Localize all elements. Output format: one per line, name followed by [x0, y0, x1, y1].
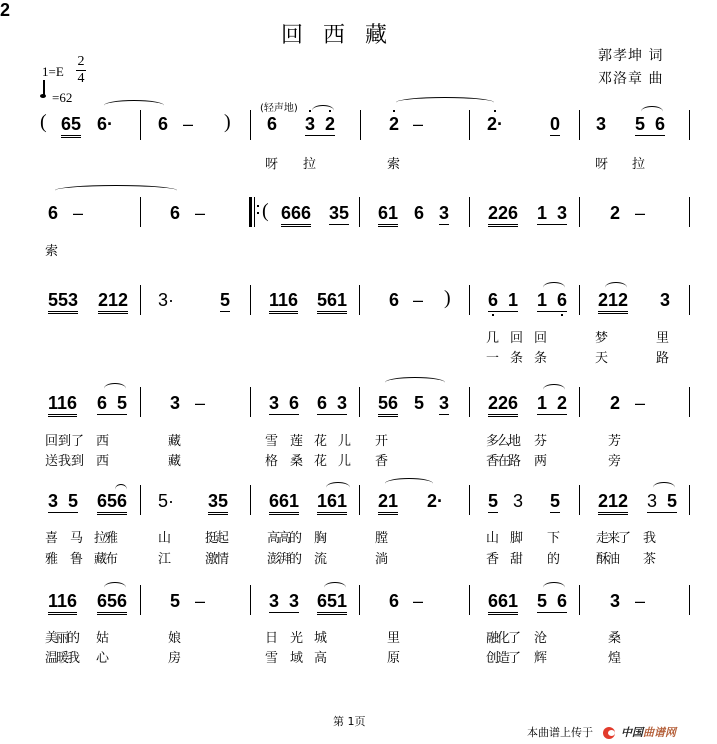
- note-dash: –: [73, 203, 84, 223]
- lyric: 流: [314, 552, 328, 567]
- note-high: 2: [0, 0, 11, 20]
- lyric: 温暖我: [45, 651, 79, 666]
- barline: [360, 110, 361, 140]
- lyric: 花: [314, 434, 328, 449]
- note-dash: –: [413, 290, 424, 310]
- lyric: 呀: [265, 157, 279, 172]
- paren-open: (: [262, 200, 269, 222]
- lyric: 脚: [510, 531, 524, 546]
- lyric: 膛: [375, 531, 389, 546]
- note: 6: [48, 203, 59, 223]
- lyric: 条: [534, 351, 548, 366]
- upload-text: 本曲谱上传于: [527, 726, 593, 739]
- slur-icon: [543, 582, 565, 593]
- barline: [469, 110, 470, 140]
- lyric: 高高的: [267, 531, 301, 546]
- site-name-b: 曲谱网: [643, 726, 676, 739]
- note-group: [537, 393, 567, 415]
- note-group: 116: [48, 591, 77, 615]
- barline: [359, 285, 360, 315]
- lyric: 原: [387, 651, 401, 666]
- note: 3: [557, 203, 568, 223]
- tie-icon: [55, 185, 177, 196]
- lyric: 藏: [168, 434, 182, 449]
- barline: [579, 387, 580, 417]
- slur-icon: [324, 582, 346, 593]
- lyric: 娘: [168, 631, 182, 646]
- repeat-dots-icon: [257, 205, 259, 207]
- lyric: 激情: [205, 552, 228, 567]
- lyric: 藏布: [94, 552, 117, 567]
- slur-icon: [653, 482, 675, 493]
- lyric: 西: [96, 434, 110, 449]
- note: 6: [97, 393, 108, 413]
- lyric: 开: [375, 434, 389, 449]
- lyric: 桑: [608, 631, 622, 646]
- lyric: 香: [375, 454, 389, 469]
- note-dash: –: [195, 393, 206, 413]
- lyric: 日: [265, 631, 279, 646]
- barline: [250, 110, 251, 140]
- lyric: 路: [656, 351, 670, 366]
- note-group: [537, 203, 567, 225]
- lyricist-credit: 郭孝坤 词: [598, 48, 664, 64]
- lyric: 里: [656, 331, 670, 346]
- quarter-note-head-icon: [40, 94, 46, 98]
- lyric: 酥油: [596, 552, 619, 567]
- note-group: 116: [269, 290, 298, 314]
- lyric: 房: [168, 651, 182, 666]
- lyric: 喜: [45, 531, 59, 546]
- lyric: 索: [387, 157, 401, 172]
- barline: [140, 285, 141, 315]
- barline: [140, 485, 141, 515]
- note-dash: –: [635, 591, 646, 611]
- song-title: 回西藏: [281, 23, 408, 48]
- repeat-barline-thick: [249, 197, 252, 227]
- lyric: 香: [486, 552, 500, 567]
- note: 5: [488, 491, 499, 511]
- barline: [469, 387, 470, 417]
- lyric: 送我到: [45, 454, 85, 469]
- lyric: 里: [387, 631, 401, 646]
- note-dash: –: [413, 591, 424, 611]
- note: 6: [317, 393, 328, 413]
- slur-icon: [104, 383, 126, 394]
- slur-icon: [115, 484, 127, 495]
- note-group: 553: [48, 290, 78, 314]
- barline: [140, 585, 141, 615]
- note: 6: [655, 114, 666, 134]
- site-name-a: 中国: [621, 726, 643, 739]
- lyric: 心: [96, 651, 110, 666]
- note-group: [378, 203, 398, 227]
- note-dash: –: [635, 203, 646, 223]
- paren-open: (: [40, 111, 47, 133]
- barline: [689, 285, 690, 315]
- barline: [359, 485, 360, 515]
- note-high: 3: [305, 114, 316, 134]
- lyric: 藏: [168, 454, 182, 469]
- note: 2: [610, 393, 621, 413]
- note: 3·: [158, 290, 175, 310]
- note: 6: [389, 591, 400, 611]
- note: 3: [647, 491, 658, 511]
- note: 5: [68, 491, 79, 511]
- lyric: 香在路: [486, 454, 520, 469]
- note-high: 2: [389, 114, 400, 134]
- slur-icon: [641, 106, 663, 117]
- note: 6: [158, 114, 169, 134]
- barline: [359, 585, 360, 615]
- slur-icon: [605, 282, 627, 293]
- paren-close: ): [444, 287, 451, 309]
- lyric: 花: [314, 454, 328, 469]
- barline: [469, 485, 470, 515]
- lyric: 回: [510, 331, 524, 346]
- barline: [579, 285, 580, 315]
- lyric: 梦: [595, 331, 609, 346]
- barline: [579, 485, 580, 515]
- lyric: 儿: [338, 454, 352, 469]
- note: 5: [170, 591, 181, 611]
- repeat-barline-thin: [254, 197, 255, 227]
- note-group: [269, 591, 299, 613]
- lyric: 多么地: [486, 434, 520, 449]
- note-group: [305, 114, 335, 136]
- lyric: 的: [547, 552, 561, 567]
- lyric: 几: [486, 331, 500, 346]
- barline: [140, 197, 141, 227]
- lyric: 莲: [290, 434, 304, 449]
- note-group: 656: [97, 491, 127, 515]
- note: 3: [289, 591, 300, 611]
- lyric: 江: [158, 552, 172, 567]
- note: 3: [170, 393, 181, 413]
- lyric: 胸: [314, 531, 328, 546]
- barline: [579, 197, 580, 227]
- tempo-marking: =62: [52, 90, 73, 105]
- lyric: 芬: [534, 434, 548, 449]
- note-group: [537, 290, 567, 312]
- time-numerator: 2: [77, 54, 85, 69]
- lyric: 儿: [338, 434, 352, 449]
- note: 6: [289, 393, 300, 413]
- note-dash: –: [635, 393, 646, 413]
- note-group: [647, 491, 677, 513]
- note: 3: [337, 393, 348, 413]
- barline: [250, 387, 251, 417]
- note: 5: [550, 491, 561, 511]
- lyric: 呀: [595, 157, 609, 172]
- note-rest: 0: [550, 114, 561, 134]
- lyric: 拉雅: [94, 531, 117, 546]
- lyric: 煌: [608, 651, 622, 666]
- note: 5: [220, 290, 231, 310]
- note: 61: [378, 203, 399, 223]
- lyric: 澎湃的: [267, 552, 301, 567]
- note: 5: [667, 491, 678, 511]
- key-signature: 1=E: [42, 64, 64, 79]
- barline: [250, 585, 251, 615]
- page-number: 第 1页: [333, 715, 366, 728]
- note: 6·: [97, 114, 114, 134]
- note-low: 6: [557, 290, 568, 310]
- note-group: 161: [317, 491, 347, 515]
- lyric: 山: [486, 531, 500, 546]
- note-dash: –: [195, 591, 206, 611]
- note-group: 35: [208, 491, 228, 515]
- barline: [140, 387, 141, 417]
- barline: [689, 585, 690, 615]
- lyric: 芳: [608, 434, 622, 449]
- lyric: 创造了: [486, 651, 520, 666]
- note: 3: [610, 591, 621, 611]
- note-dash: –: [183, 114, 194, 134]
- note: 5: [537, 591, 548, 611]
- barline: [359, 387, 360, 417]
- lyric: 拉: [632, 157, 646, 172]
- note: 6: [170, 203, 181, 223]
- note: 2: [610, 203, 621, 223]
- note: 6: [267, 114, 278, 134]
- note: 3: [48, 491, 59, 511]
- lyric: 雪: [265, 434, 279, 449]
- note-group: 56: [378, 393, 398, 417]
- slur-icon: [312, 105, 334, 116]
- composer-credit: 邓洛章 曲: [598, 71, 664, 87]
- barline: [689, 110, 690, 140]
- lyric: 淌: [375, 552, 389, 567]
- note-group: [97, 393, 127, 415]
- note: 6: [389, 290, 400, 310]
- lyric: 桑: [290, 454, 304, 469]
- barline: [579, 110, 580, 140]
- slur-icon: [385, 377, 445, 388]
- note-group: 212: [598, 491, 628, 515]
- lyric: 山: [158, 531, 172, 546]
- lyric: 辉: [534, 651, 548, 666]
- note: 1: [537, 290, 548, 310]
- note: 116: [48, 393, 78, 413]
- note: 1: [537, 393, 548, 413]
- lyric: 回: [534, 331, 548, 346]
- barline: [689, 485, 690, 515]
- barline: [140, 110, 141, 140]
- note-low: 6: [488, 290, 499, 310]
- barline: [469, 285, 470, 315]
- note-dash: –: [413, 114, 424, 134]
- lyric: 西: [96, 454, 110, 469]
- lyric: 下: [547, 531, 561, 546]
- note-group: [537, 591, 567, 613]
- note: 1: [508, 290, 519, 310]
- note-high: 2: [325, 114, 336, 134]
- tie-icon: [385, 478, 433, 489]
- tie-icon: [104, 100, 164, 111]
- time-denominator: 4: [77, 71, 85, 86]
- note: 5: [117, 393, 128, 413]
- note-group: 226: [488, 393, 518, 417]
- tie-icon: [396, 97, 494, 108]
- slur-icon: [543, 282, 565, 293]
- note-group: [488, 290, 518, 312]
- slur-icon: [543, 384, 565, 395]
- lyric: 索: [45, 244, 59, 259]
- lyric: 马: [70, 531, 84, 546]
- note: 3: [660, 290, 671, 310]
- note: 1: [537, 203, 548, 223]
- note: 5: [635, 114, 646, 134]
- lyric: 茶: [643, 552, 657, 567]
- lyric: 条: [510, 351, 524, 366]
- lyric: 格: [265, 454, 279, 469]
- lyric: 城: [314, 631, 328, 646]
- lyric: 美丽的: [45, 631, 79, 646]
- note: 3: [513, 491, 524, 511]
- lyric: 雅: [45, 552, 59, 567]
- note-group: [635, 114, 665, 136]
- lyric: 光: [290, 631, 304, 646]
- site-logo-icon: [603, 727, 615, 739]
- barline: [469, 197, 470, 227]
- note-group: 561: [317, 290, 347, 314]
- barline: [579, 585, 580, 615]
- lyric: 回到了: [45, 434, 85, 449]
- note: 2: [557, 393, 568, 413]
- upload-credit[interactable]: [527, 724, 676, 740]
- lyric: 甜: [510, 552, 524, 567]
- note: 3: [269, 393, 280, 413]
- barline: [250, 285, 251, 315]
- lyric: 融化了: [486, 631, 520, 646]
- note: 3: [439, 203, 450, 223]
- note: 3: [269, 591, 280, 611]
- lyric: 域: [290, 651, 304, 666]
- note: 3: [596, 114, 607, 134]
- lyric: 一: [486, 351, 500, 366]
- time-signature: [74, 55, 88, 86]
- note-group: [48, 491, 78, 513]
- note-group: 212: [98, 290, 128, 314]
- note: 6: [414, 203, 425, 223]
- barline: [689, 197, 690, 227]
- note-group: 226: [488, 203, 518, 227]
- note: 5·: [158, 491, 175, 511]
- note-group: 656: [97, 591, 127, 615]
- note-group: [48, 393, 77, 417]
- expression-marking: (轻声地): [260, 103, 298, 114]
- paren-close: ): [224, 111, 231, 133]
- note-dash: –: [195, 203, 206, 223]
- barline: [469, 585, 470, 615]
- note-high: 2·: [487, 114, 504, 134]
- note-group: 661: [269, 491, 299, 515]
- lyric: 沧: [534, 631, 548, 646]
- lyric: 姑: [96, 631, 110, 646]
- lyric: 旁: [608, 454, 622, 469]
- note: 3: [439, 393, 450, 413]
- lyric: 拉: [303, 157, 317, 172]
- note: 65: [61, 114, 81, 138]
- lyric: 天: [595, 351, 609, 366]
- lyric: 雪: [265, 651, 279, 666]
- lyric: 两: [534, 454, 548, 469]
- lyric: 挺起: [205, 531, 228, 546]
- lyric: 我: [643, 531, 657, 546]
- note-group: [317, 393, 347, 415]
- note-group: 212: [598, 290, 628, 314]
- slur-icon: [326, 482, 350, 493]
- note-group: 666: [281, 203, 311, 227]
- barline: [689, 387, 690, 417]
- barline: [250, 485, 251, 515]
- note-group: 35: [329, 203, 350, 223]
- note: 6: [557, 591, 568, 611]
- note-group: 651: [317, 591, 347, 615]
- lyric: 走来了: [596, 531, 630, 546]
- lyric: 鲁: [70, 552, 84, 567]
- lyric: 高: [314, 651, 328, 666]
- note-group: [269, 393, 299, 415]
- barline: [359, 197, 360, 227]
- note: 2·: [427, 491, 444, 511]
- note: 5: [414, 393, 425, 413]
- slur-icon: [104, 582, 126, 593]
- note-group: 21: [378, 491, 398, 515]
- note-group: 661: [488, 591, 518, 615]
